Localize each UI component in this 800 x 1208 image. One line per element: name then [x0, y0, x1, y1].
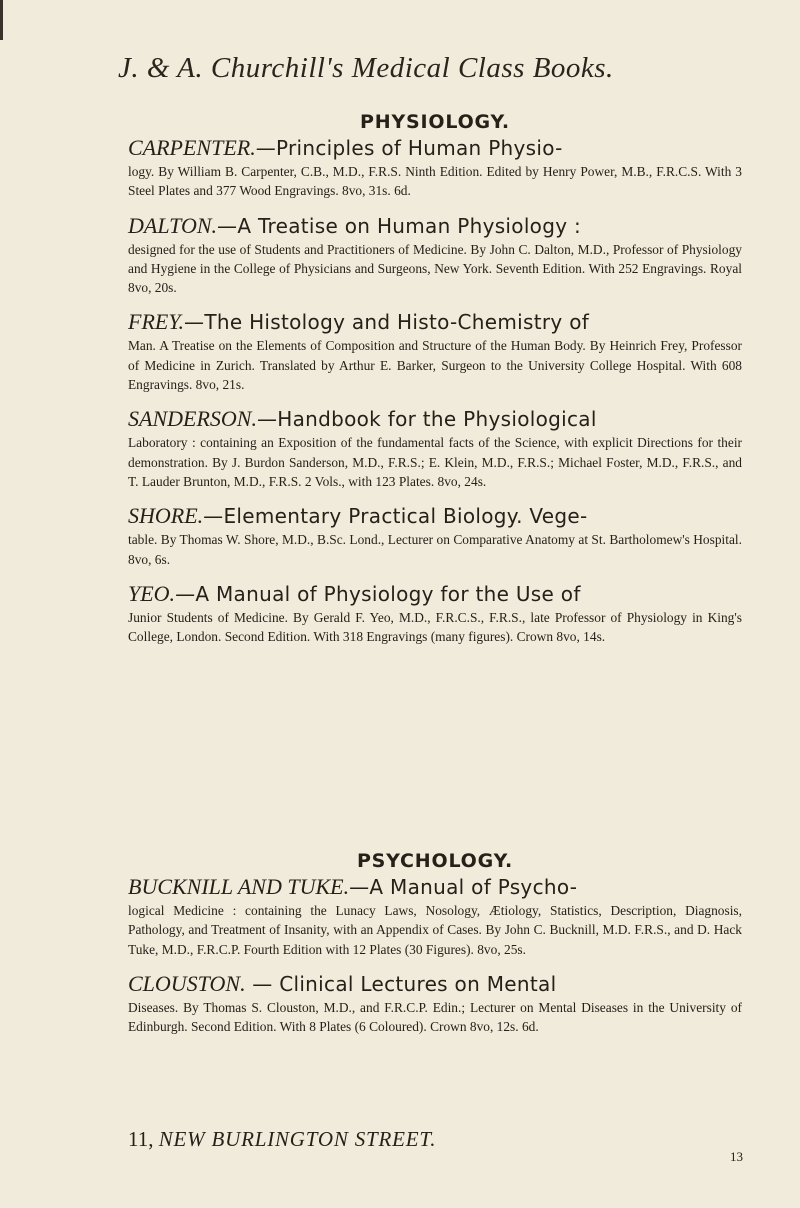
- entry-description: designed for the use of Students and Practitioners of Medicine. By John C. Dalton, M.D., Professor of Physiology and Hygiene in the College of Physicians and Surgeons, New York. Seventh Edition. With 252 Engravings. Royal 8vo, 20s.: [128, 241, 742, 296]
- book-title: — Clinical Lectures on Mental: [245, 971, 557, 996]
- entry-description: logy. By William B. Carpenter, C.B., M.D., F.R.S. Ninth Edition. Edited by Henry Power, M.B., F.R.C.S. With 3 Steel Plates and 377 Wood Engravings. 8vo, 31s. 6d.: [128, 164, 742, 199]
- author-name: CARPENTER.: [128, 135, 256, 160]
- entry-title-line: [128, 406, 742, 432]
- author-name: CLOUSTON.: [128, 970, 246, 996]
- author-name: SHORE.: [128, 503, 204, 529]
- book-title: —Principles of Human Physio-: [255, 136, 563, 160]
- section-heading: PSYCHOLOGY.: [356, 850, 514, 872]
- book-entry-frey: [128, 309, 742, 394]
- author-name: YEO.: [128, 580, 176, 606]
- book-title: —A Manual of Psycho-: [349, 875, 578, 899]
- entry-title-line: [128, 309, 742, 335]
- book-title: —Elementary Practical Biology. Vege-: [203, 504, 588, 529]
- book-title: —A Manual of Physiology for the Use of: [175, 581, 581, 606]
- street-number: 11,: [128, 1127, 154, 1151]
- entry-description: Laboratory : containing an Exposition of the fundamental facts of the Science, with explicit Directions for their demonstration. By J. Burdon Sanderson, M.D., F.R.S.; E. Klein, M.D., F.R.S.; Michael Foster, M.D., F.R.S., and T. Lauder Brunton, M.D., F.R.S. 2 Vols., with 123 Plates. 8vo, 24s.: [128, 435, 742, 489]
- book-title: —A Treatise on Human Physiology :: [217, 213, 582, 238]
- entry-description: Junior Students of Medicine. By Gerald F. Yeo, M.D., F.R.C.S., F.R.S., late Professor of Physiology in King's College, London. Second Edition. With 318 Engravings (many figures). Crown 8vo, 14s.: [128, 609, 742, 645]
- entry-title-line: [128, 874, 742, 900]
- book-entry-carpenter: [128, 135, 742, 201]
- physiology-section: [128, 111, 742, 658]
- book-entry-yeo: [128, 581, 742, 647]
- author-name: BUCKNILL AND TUKE.: [128, 874, 350, 899]
- entry-title-line: [128, 135, 742, 161]
- book-entry-clouston: [128, 971, 742, 1037]
- entry-title-line: [128, 971, 742, 997]
- running-header: J. & A. Churchill's Medical Class Books.: [118, 52, 614, 84]
- book-entry-bucknill-tuke: [128, 874, 742, 959]
- entry-description: table. By Thomas W. Shore, M.D., B.Sc. Lond., Lecturer on Comparative Anatomy at St. Bartholomew's Hospital. 8vo, 6s.: [128, 532, 742, 567]
- book-title: —Handbook for the Physiological: [256, 407, 597, 432]
- book-entry-sanderson: [128, 406, 742, 491]
- street-name: NEW BURLINGTON STREET.: [158, 1127, 437, 1151]
- publisher-address: [128, 1127, 728, 1152]
- psychology-section: [128, 850, 742, 1048]
- author-name: SANDERSON.: [128, 406, 257, 432]
- entry-title-line: [128, 503, 742, 529]
- author-name: DALTON.: [128, 212, 218, 238]
- book-entry-dalton: [128, 213, 742, 298]
- entry-description: Diseases. By Thomas S. Clouston, M.D., and F.R.C.P. Edin.; Lecturer on Mental Diseases in the University of Edinburgh. Second Edition. With 8 Plates (6 Coloured). Crown 8vo, 12s. 6d.: [128, 999, 742, 1035]
- entry-title-line: [128, 581, 742, 607]
- page-edge-mark: [0, 0, 3, 40]
- entry-description: Man. A Treatise on the Elements of Composition and Structure of the Human Body. By Heinrich Frey, Professor of Medicine in Zurich. Translated by Arthur E. Barker, Surgeon to the University College Hospital. With 608 Engravings. 8vo, 21s.: [128, 338, 742, 393]
- book-title: —The Histology and Histo-Chemistry of: [184, 310, 590, 335]
- entry-title-line: [128, 213, 742, 239]
- book-entry-shore: [128, 503, 742, 569]
- author-name: FREY.: [128, 309, 185, 335]
- page-number: 13: [730, 1149, 743, 1164]
- section-heading: PHYSIOLOGY.: [360, 111, 510, 133]
- entry-description: logical Medicine : containing the Lunacy Laws, Nosology, Ætiology, Statistics, Description, Diagnosis, Pathology, and Treatment of Insanity, with an Appendix of Cases. By John C. Bucknill, M.D. F.R.S., and D. Hack Tuke, M.D., F.R.C.P. Fourth Edition with 12 Plates (30 Figures). 8vo, 25s.: [128, 903, 742, 957]
